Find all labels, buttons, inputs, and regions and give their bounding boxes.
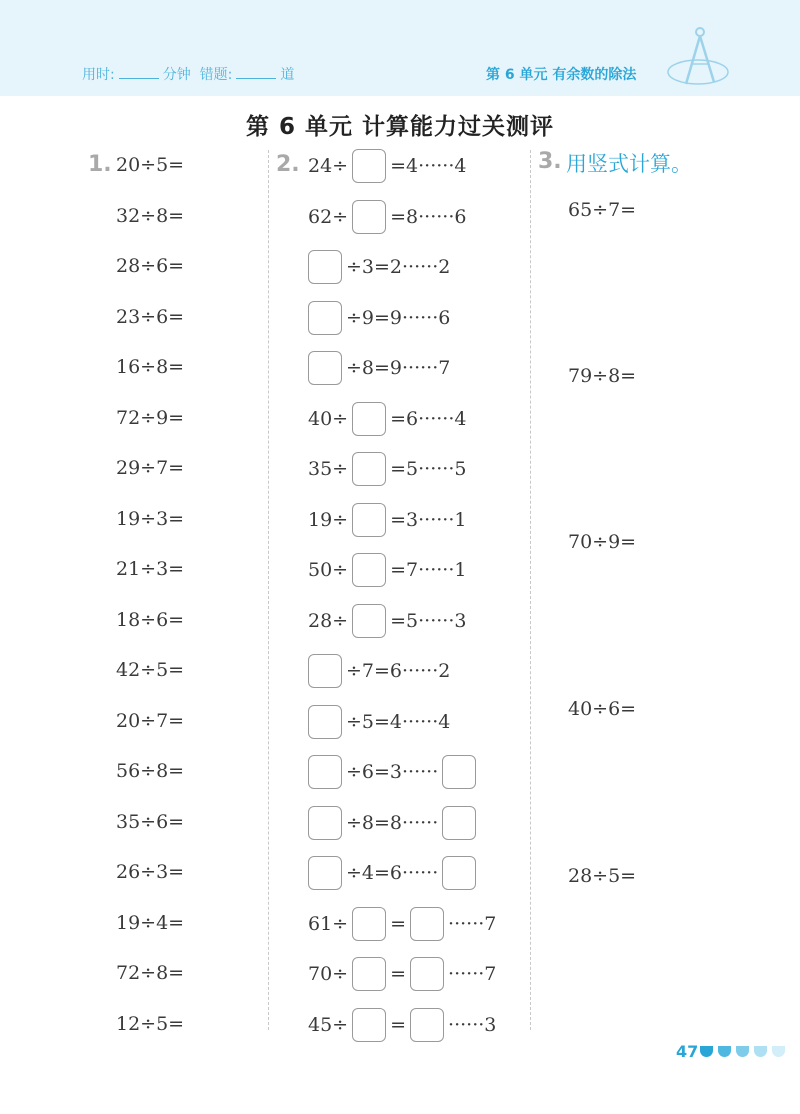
sec2-row — [306, 451, 468, 487]
sec2-row — [306, 855, 478, 891]
sec1-equation: 21÷3= — [116, 558, 185, 580]
equation-text: 35÷ — [308, 458, 349, 480]
sec2-row — [306, 754, 478, 790]
equation-text: ÷6=3······ — [346, 761, 439, 783]
sec1-equation: 16÷8= — [116, 356, 185, 378]
sec2-row — [306, 704, 452, 740]
errors-blank[interactable] — [236, 66, 276, 79]
equation-text: ······3 — [448, 1013, 497, 1036]
unit-tag: 第 6 单元 有余数的除法 — [486, 67, 637, 83]
answer-box[interactable] — [352, 200, 386, 234]
sec3-equation: 65÷7= — [568, 199, 637, 221]
equation-text: = — [390, 912, 407, 935]
sec2-row — [306, 603, 468, 639]
sec1-equation: 20÷7= — [116, 709, 185, 732]
equation-text: 62÷ — [308, 205, 349, 228]
equation-text: =4······4 — [390, 155, 467, 177]
answer-box[interactable] — [308, 705, 342, 739]
page-number: 47 — [676, 1042, 699, 1061]
section-2-number: 2. — [276, 152, 300, 177]
equation-text: ÷9=9······6 — [346, 306, 451, 329]
answer-box[interactable] — [442, 856, 476, 890]
equation-text: = — [390, 963, 407, 985]
sec3-equation: 79÷8= — [568, 365, 637, 387]
sec3-equation: 28÷5= — [568, 865, 637, 887]
equation-text: =3······1 — [390, 508, 467, 531]
section-1-number: 1. — [88, 152, 112, 177]
answer-box[interactable] — [410, 1008, 444, 1042]
sec3-equation: 40÷6= — [568, 698, 637, 720]
answer-box[interactable] — [410, 957, 444, 991]
answer-box[interactable] — [352, 149, 386, 183]
answer-box[interactable] — [308, 755, 342, 789]
equation-text: ÷7=6······2 — [346, 660, 451, 682]
answer-box[interactable] — [352, 402, 386, 436]
sec2-row — [306, 1007, 498, 1043]
answer-box[interactable] — [308, 856, 342, 890]
sec2-row — [306, 401, 468, 437]
sec1-equation: 26÷3= — [116, 861, 185, 883]
equation-text: 40÷ — [308, 407, 349, 430]
sec1-equation: 20÷5= — [116, 154, 185, 176]
equation-text: =7······1 — [390, 559, 467, 581]
sec1-equation: 19÷4= — [116, 911, 185, 934]
sec2-row — [306, 552, 468, 588]
sec1-equation: 19÷3= — [116, 507, 185, 530]
answer-box[interactable] — [352, 1008, 386, 1042]
equation-text: ······7 — [448, 963, 497, 985]
equation-text: = — [390, 1013, 407, 1036]
column-divider-1 — [268, 150, 269, 1030]
answer-box[interactable] — [352, 553, 386, 587]
sec1-equation: 72÷9= — [116, 406, 185, 429]
sec1-equation: 72÷8= — [116, 962, 185, 984]
sec1-equation: 42÷5= — [116, 659, 185, 681]
equation-text: =6······4 — [390, 407, 467, 430]
section-3-title: 用竖式计算。 — [566, 152, 692, 176]
answer-box[interactable] — [442, 755, 476, 789]
page-dot-4 — [754, 1046, 767, 1057]
equation-text: =5······5 — [390, 458, 467, 480]
sec1-equation: 18÷6= — [116, 608, 185, 631]
sec2-row — [306, 906, 498, 942]
equation-text: =8······6 — [390, 205, 467, 228]
answer-box[interactable] — [308, 250, 342, 284]
sec1-equation: 32÷8= — [116, 204, 185, 227]
equation-text: 24÷ — [308, 155, 349, 177]
page-title: 第 6 单元 计算能力过关测评 — [245, 114, 555, 140]
errors-label: 错题: — [199, 67, 233, 83]
sec1-equation: 35÷6= — [116, 810, 185, 833]
sec3-equation: 70÷9= — [568, 531, 637, 553]
equation-text: 61÷ — [308, 912, 349, 935]
equation-text: ÷3=2······2 — [346, 256, 451, 278]
answer-box[interactable] — [352, 604, 386, 638]
page-dot-1 — [700, 1046, 713, 1057]
sec2-row — [306, 148, 468, 184]
sec2-row — [306, 502, 468, 538]
answer-box[interactable] — [308, 351, 342, 385]
equation-text: =5······3 — [390, 609, 467, 632]
equation-text: 28÷ — [308, 609, 349, 632]
sec2-row — [306, 805, 478, 841]
equation-text: 50÷ — [308, 559, 349, 581]
header-time-errors — [82, 64, 294, 84]
page-dot-2 — [718, 1046, 731, 1057]
equation-text: ÷8=9······7 — [346, 357, 451, 379]
answer-box[interactable] — [352, 907, 386, 941]
answer-box[interactable] — [308, 654, 342, 688]
sec1-equation: 28÷6= — [116, 255, 185, 277]
equation-text: ······7 — [448, 912, 497, 935]
sec1-equation: 23÷6= — [116, 305, 185, 328]
compass-icon — [662, 22, 734, 92]
answer-box[interactable] — [352, 503, 386, 537]
time-label: 用时: — [82, 67, 115, 83]
sec1-equation: 29÷7= — [116, 457, 185, 479]
count-unit: 道 — [280, 67, 295, 83]
sec1-equation: 12÷5= — [116, 1012, 185, 1035]
sec1-equation: 56÷8= — [116, 760, 185, 782]
answer-box[interactable] — [308, 301, 342, 335]
sec2-row — [306, 653, 452, 689]
answer-box[interactable] — [352, 957, 386, 991]
equation-text: ÷4=6······ — [346, 862, 439, 884]
equation-text: 45÷ — [308, 1013, 349, 1036]
answer-box[interactable] — [442, 806, 476, 840]
answer-box[interactable] — [410, 907, 444, 941]
sec2-row — [306, 956, 498, 992]
minute-label: 分钟 — [162, 67, 191, 83]
page-dot-5 — [772, 1046, 785, 1057]
time-blank[interactable] — [119, 66, 159, 79]
equation-text: ÷5=4······4 — [346, 710, 451, 733]
sec2-row — [306, 300, 452, 336]
equation-text: 19÷ — [308, 508, 349, 531]
sec2-row — [306, 249, 452, 285]
equation-text: 70÷ — [308, 963, 349, 985]
answer-box[interactable] — [308, 806, 342, 840]
column-divider-2 — [530, 150, 531, 1030]
answer-box[interactable] — [352, 452, 386, 486]
sec2-row — [306, 199, 468, 235]
page-dot-3 — [736, 1046, 749, 1057]
equation-text: ÷8=8······ — [346, 811, 439, 834]
section-3-number: 3. — [538, 149, 562, 174]
sec2-row — [306, 350, 452, 386]
